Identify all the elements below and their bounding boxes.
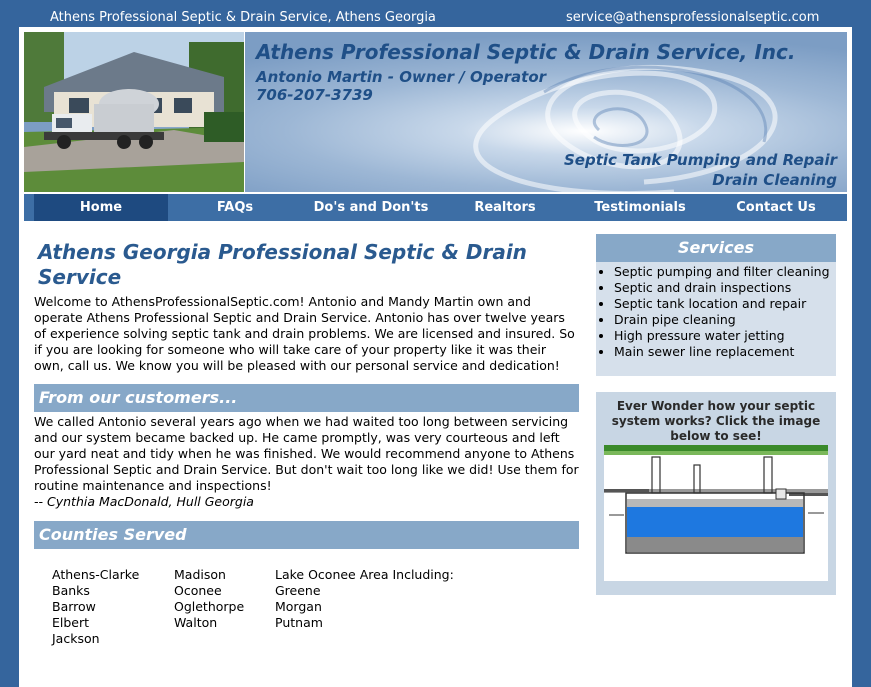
county-item: Madison <box>174 567 226 582</box>
counties-column-1 <box>52 567 139 647</box>
county-item: Barrow <box>52 599 96 614</box>
main-content <box>34 236 579 657</box>
septic-truck-photo <box>24 32 245 192</box>
page-title: Athens Georgia Professional Septic & Drain Service <box>38 240 527 289</box>
site-tagline: Athens Professional Septic & Drain Service, Athens Georgia <box>50 10 436 25</box>
nav-testimonials[interactable]: Testimonials <box>594 200 686 215</box>
owner-line: Antonio Martin - Owner / Operator <box>256 68 547 86</box>
county-item: Lake Oconee Area Including: <box>275 567 454 582</box>
testimonial-signature: -- Cynthia MacDonald, Hull Georgia <box>34 494 254 509</box>
counties-column-3 <box>275 567 454 631</box>
county-item: Walton <box>174 615 218 630</box>
nav-faqs[interactable]: FAQs <box>216 200 254 215</box>
service-item: • Main sewer line replacement <box>614 344 836 360</box>
county-item: Oglethorpe <box>174 599 245 614</box>
counties-column-2 <box>174 567 244 631</box>
header-tagline-2: Drain Cleaning <box>712 171 837 189</box>
county-item: Putnam <box>275 615 323 630</box>
phone-number: 706-207-3739 <box>256 86 373 104</box>
company-name: Athens Professional Septic & Drain Service, Inc. <box>256 40 796 64</box>
county-item: Jackson <box>52 631 100 646</box>
customers-heading: From our customers... <box>34 384 579 412</box>
septic-diagram-promo <box>596 392 836 595</box>
header-tagline-1: Septic Tank Pumping and Repair <box>563 151 837 169</box>
header-banner <box>24 32 847 192</box>
nav-dos-and-donts[interactable]: Do's and Don'ts <box>313 200 429 215</box>
county-item: Athens-Clarke <box>52 567 140 582</box>
counties-list <box>34 567 579 657</box>
nav-contact-us[interactable]: Contact Us <box>736 200 816 215</box>
service-item: • Septic tank location and repair <box>614 296 836 312</box>
counties-heading: Counties Served <box>34 521 579 549</box>
intro-paragraph: Welcome to AthensProfessionalSeptic.com! Antonio and Mandy Martin own and operate Athens Professional Septic and Drain Service. Antonio has over twelve years of experience solving septic tank and drain problems. We are licensed and insured. So if you are looking for someone who will take care of your property like it was their own, call us. We know you will be pleased with our personal service and dedication! <box>34 294 575 373</box>
county-item: Morgan <box>275 599 322 614</box>
septic-system-diagram[interactable] <box>604 445 828 581</box>
county-item: Elbert <box>52 615 90 630</box>
services-list <box>596 264 836 360</box>
nav-home[interactable]: Home <box>34 194 168 221</box>
services-box <box>596 234 836 376</box>
county-item: Greene <box>275 583 321 598</box>
county-item: Banks <box>52 583 90 598</box>
services-title: Services <box>596 234 836 262</box>
nav-realtors[interactable]: Realtors <box>474 200 536 215</box>
testimonial-text: We called Antonio several years ago when we had waited too long between servicing and our system became backed up. He came promptly, was very courteous and left our yard neat and tidy when he was finished. We would recommend anyone to Athens Professional Septic and Drain Service. But don't wait too long like we did! Use them for routine maintenance and inspections! <box>34 414 579 493</box>
main-nav <box>24 194 847 221</box>
service-item: • Drain pipe cleaning <box>614 312 836 328</box>
service-item: • High pressure water jetting <box>614 328 836 344</box>
service-item: • Septic and drain inspections <box>614 280 836 296</box>
testimonial-quote <box>34 414 579 510</box>
email-link[interactable]: service@athensprofessionalseptic.com <box>566 10 820 25</box>
service-item: • Septic pumping and filter cleaning <box>614 264 836 280</box>
county-item: Oconee <box>174 583 222 598</box>
promo-text: Ever Wonder how your septic system works? Click the image below to see! <box>611 399 821 443</box>
